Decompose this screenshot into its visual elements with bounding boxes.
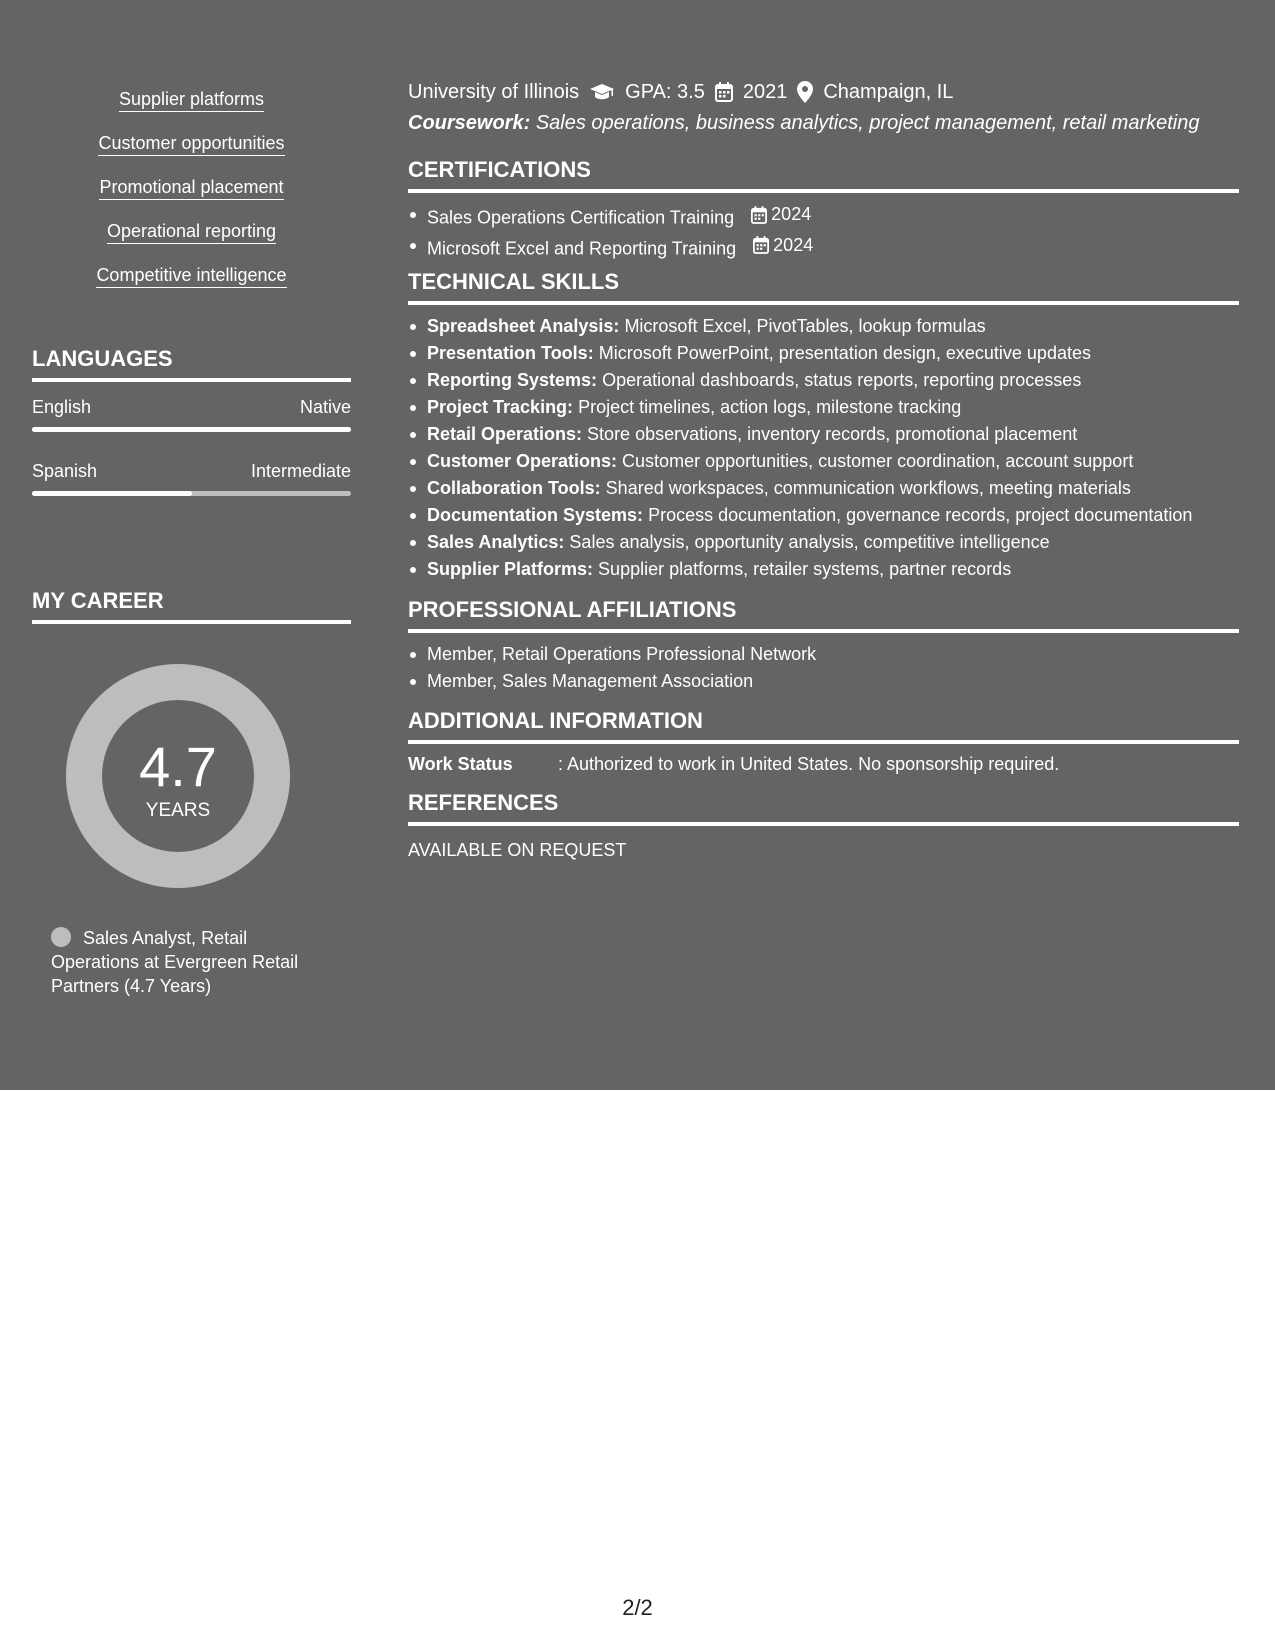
calendar-icon — [751, 206, 767, 224]
education-year: 2021 — [742, 81, 788, 103]
language-name: English — [32, 397, 92, 417]
work-status-row — [408, 752, 1239, 776]
education-location: Champaign, IL — [823, 81, 954, 103]
language-proficiency-bar — [32, 427, 351, 432]
certification-year: 2024 — [771, 204, 812, 224]
technical-skills-section — [408, 269, 1239, 583]
page-number: 2/2 — [622, 1595, 653, 1620]
list-item — [427, 367, 1239, 394]
skill-tag: Competitive intelligence — [96, 264, 286, 288]
technical-skills-heading: TECHNICAL SKILLS — [408, 269, 1239, 305]
references-heading: REFERENCES — [408, 790, 1239, 826]
skill-label: Collaboration Tools: — [427, 478, 601, 498]
skill-tag: Promotional placement — [99, 176, 283, 200]
skill-label: Documentation Systems: — [427, 505, 644, 525]
education-gpa: GPA: 3.5 — [625, 81, 705, 103]
list-item — [427, 448, 1239, 475]
skill-value: Shared workspaces, communication workflows, meeting materials — [605, 478, 1131, 498]
career-legend-label: Sales Analyst, Retail Operations at Evergreen Retail Partners (4.7 Years) — [51, 928, 299, 996]
list-item — [427, 394, 1239, 421]
skill-label: Project Tracking: — [427, 397, 574, 417]
career-heading: MY CAREER — [32, 588, 351, 624]
skill-value: Customer opportunities, customer coordination, account support — [622, 451, 1134, 471]
list-item — [427, 475, 1239, 502]
skill-value: Sales analysis, opportunity analysis, competitive intelligence — [569, 532, 1050, 552]
coursework-text: Sales operations, business analytics, project management, retail marketing — [535, 112, 1200, 134]
career-total-value: 4.7 — [139, 735, 217, 798]
skill-tags — [32, 88, 351, 308]
skill-tag: Customer opportunities — [98, 132, 284, 156]
skill-label: Presentation Tools: — [427, 343, 594, 363]
references-section — [408, 790, 1239, 862]
coursework-line — [408, 110, 1199, 136]
map-pin-icon — [797, 81, 813, 103]
list-item — [427, 421, 1239, 448]
graduation-cap-icon — [589, 83, 615, 101]
skill-value: Microsoft Excel, PivotTables, lookup formulas — [624, 316, 986, 336]
certifications-heading: CERTIFICATIONS — [408, 157, 1239, 193]
list-item — [427, 502, 1239, 529]
certification-year: 2024 — [773, 234, 814, 255]
legend-swatch — [51, 927, 71, 947]
language-proficiency-bar — [32, 491, 351, 496]
career-donut-chart — [66, 664, 290, 888]
list-item — [427, 313, 1239, 340]
certifications-list — [408, 201, 1239, 262]
coursework-label: Coursework: — [408, 112, 531, 134]
skill-value: Project timelines, action logs, milestone tracking — [578, 397, 962, 417]
skill-label: Supplier Platforms: — [427, 559, 594, 579]
education-line — [408, 79, 953, 105]
skill-label: Customer Operations: — [427, 451, 618, 471]
additional-info-heading: ADDITIONAL INFORMATION — [408, 708, 1239, 744]
technical-skills-list — [408, 313, 1239, 583]
list-item — [427, 556, 1239, 583]
languages-heading: LANGUAGES — [32, 346, 351, 382]
skill-label: Reporting Systems: — [427, 370, 598, 390]
calendar-icon — [715, 82, 733, 102]
skill-value: Supplier platforms, retailer systems, partner records — [598, 559, 1012, 579]
career-total-unit: YEARS — [145, 800, 211, 821]
languages-section — [32, 346, 351, 496]
skill-value: Microsoft PowerPoint, presentation design, executive updates — [598, 343, 1091, 363]
language-level: Intermediate — [250, 461, 351, 481]
work-status-label: Work Status — [408, 754, 513, 774]
list-item — [427, 201, 1239, 232]
certifications-section — [408, 157, 1239, 262]
affiliations-list — [408, 641, 1239, 695]
skill-label: Spreadsheet Analysis: — [427, 316, 620, 336]
language-row — [32, 396, 351, 432]
career-legend — [51, 926, 321, 998]
list-item — [427, 529, 1239, 556]
skill-value: Process documentation, governance records, project documentation — [648, 505, 1193, 525]
skill-tag: Supplier platforms — [119, 88, 264, 112]
list-item: Member, Sales Management Association — [427, 668, 1239, 695]
list-item — [427, 232, 1239, 263]
list-item: Member, Retail Operations Professional Network — [427, 641, 1239, 668]
affiliations-section — [408, 597, 1239, 695]
references-text: AVAILABLE ON REQUEST — [408, 840, 627, 860]
language-proficiency-fill — [32, 491, 192, 496]
career-section — [32, 588, 351, 996]
language-name: Spanish — [32, 461, 98, 481]
certification-name: Microsoft Excel and Reporting Training — [427, 238, 737, 258]
skill-value: Operational dashboards, status reports, reporting processes — [602, 370, 1082, 390]
list-item — [427, 340, 1239, 367]
certification-name: Sales Operations Certification Training — [427, 207, 735, 228]
skill-label: Sales Analytics: — [427, 532, 565, 552]
language-level: Native — [299, 397, 351, 417]
language-row — [32, 460, 351, 496]
work-status-value: : Authorized to work in United States. No sponsorship required. — [558, 754, 1060, 774]
skill-tag: Operational reporting — [107, 220, 276, 244]
additional-info-section — [408, 708, 1239, 776]
skill-label: Retail Operations: — [427, 424, 583, 444]
education-school: University of Illinois — [408, 81, 580, 103]
skill-value: Store observations, inventory records, promotional placement — [587, 424, 1078, 444]
calendar-icon — [753, 236, 769, 254]
language-proficiency-fill — [32, 427, 351, 432]
affiliations-heading: PROFESSIONAL AFFILIATIONS — [408, 597, 1239, 633]
